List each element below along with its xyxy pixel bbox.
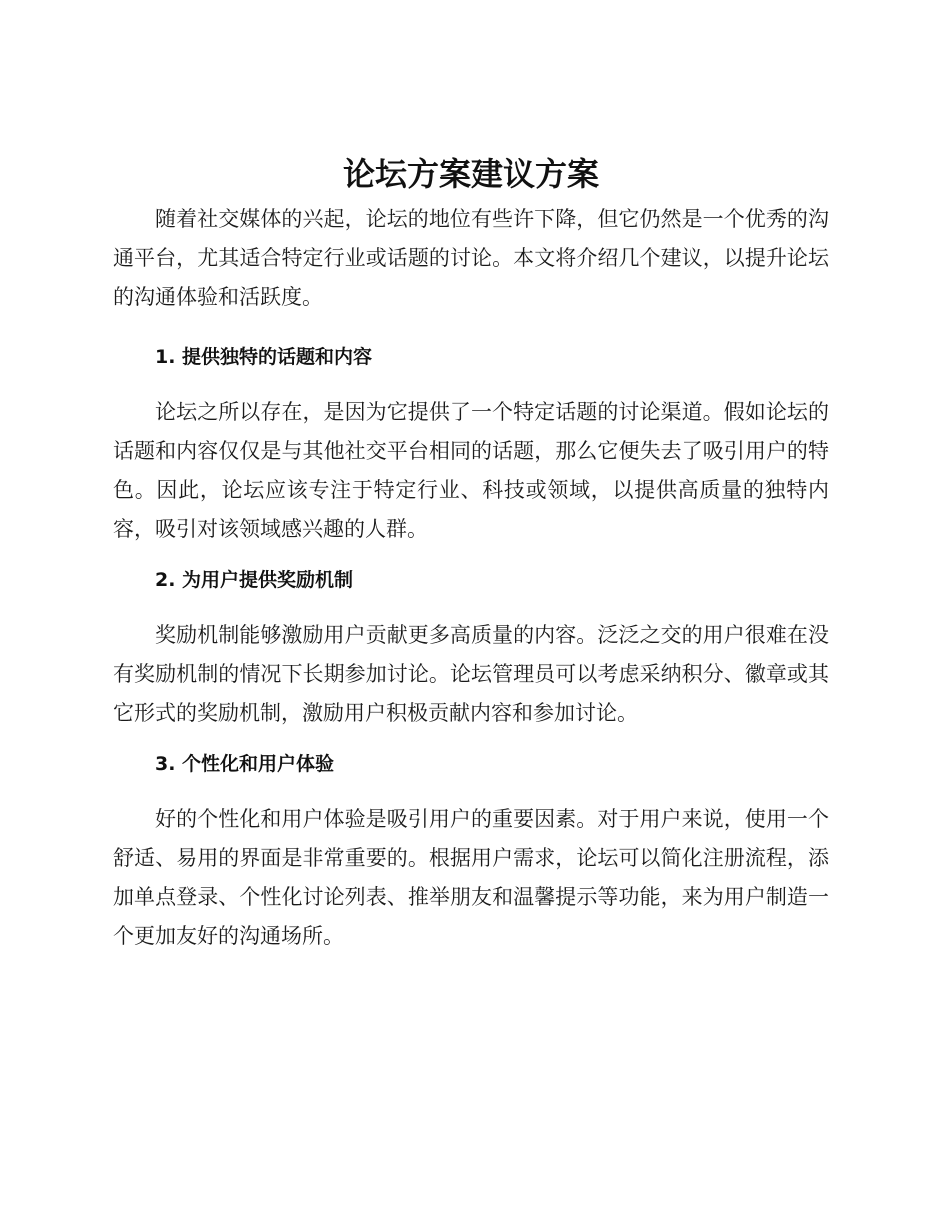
section-heading-1: 1. 提供独特的话题和内容 [155,346,373,368]
section-heading-3: 3. 个性化和用户体验 [155,753,335,775]
section-body-3: 好的个性化和用户体验是吸引用户的重要因素。对于用户来说，使用一个舒适、易用的界面是非常重要的。根据用户需求，论坛可以简化注册流程，添加单点登录、个性化讨论列表、推举朋友和温馨提示等功能，来为用户制造一个更加友好的沟通场所。 [113,807,829,948]
intro-paragraph: 随着社交媒体的兴起，论坛的地位有些许下降，但它仍然是一个优秀的沟通平台，尤其适合特定行业或话题的讨论。本文将介绍几个建议，以提升论坛的沟通体验和活跃度。 [113,207,829,309]
document-page [113,150,829,956]
section-body-1: 论坛之所以存在，是因为它提供了一个特定话题的讨论渠道。假如论坛的话题和内容仅仅是与其他社交平台相同的话题，那么它便失去了吸引用户的特色。因此，论坛应该专注于特定行业、科技或领域，以提供高质量的独特内容，吸引对该领域感兴趣的人群。 [113,400,829,541]
document-title: 论坛方案建议方案 [342,155,599,193]
section-body-2: 奖励机制能够激励用户贡献更多高质量的内容。泛泛之交的用户很难在没有奖励机制的情况下长期参加讨论。论坛管理员可以考虑采纳积分、徽章或其它形式的奖励机制，激励用户积极贡献内容和参加讨论。 [113,623,829,725]
section-heading-2: 2. 为用户提供奖励机制 [155,569,354,591]
